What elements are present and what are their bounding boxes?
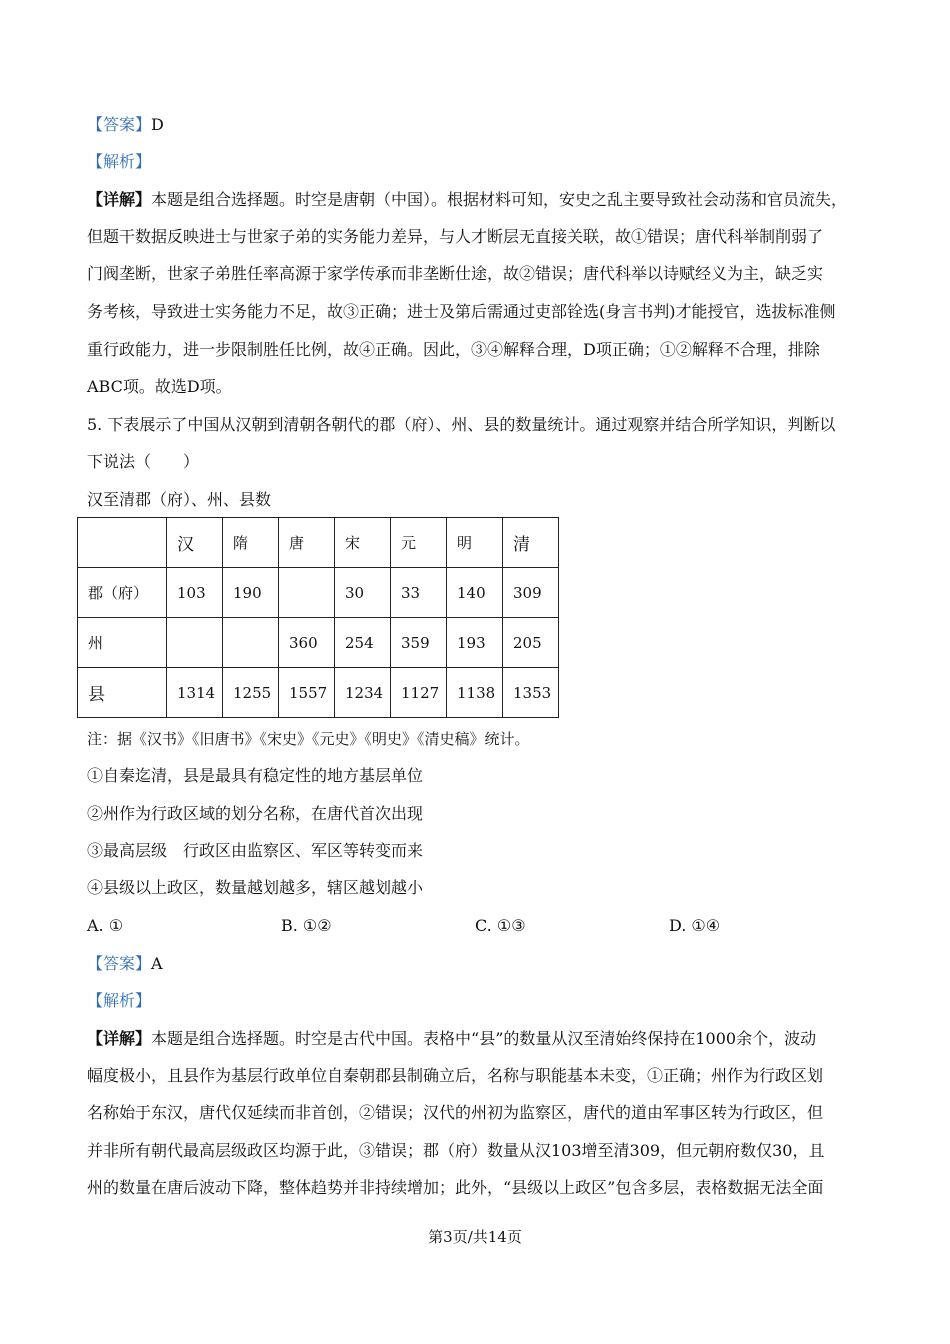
q5-detail-line-5: 州的数量在唐后波动下降，整体趋势并非持续增加；此外，“县级以上政区”包含多层，表格数据无法全面 xyxy=(87,1178,824,1197)
table-cell: 1557 xyxy=(279,668,335,718)
table-cell: 1314 xyxy=(167,668,223,718)
q5-answer xyxy=(87,954,163,974)
q4-detail-line-5: 重行政能力，进一步限制胜任比例，故④正确。因此，③④解释合理，D项正确；①②解释不合理，排除 xyxy=(87,340,820,359)
table-note: 注：据《汉书》《旧唐书》《宋史》《元史》《明史》《清史稿》统计。 xyxy=(87,730,530,748)
table-cell: 359 xyxy=(391,618,447,668)
q5-stem-line-1: 5. 下表展示了中国从汉朝到清朝各朝代的郡（府）、州、县的数量统计。通过观察并结合所学知识，判断以 xyxy=(87,415,836,434)
table-cell xyxy=(279,568,335,618)
q4-answer xyxy=(87,115,164,135)
table-cell: 140 xyxy=(447,568,503,618)
table-header-cell: 宋 xyxy=(335,518,391,568)
table-row xyxy=(78,568,559,618)
table-cell: 1234 xyxy=(335,668,391,718)
q4-detail-line-2: 但题干数据反映进士与世家子弟的实务能力差异，与人才断层无直接关联，故①错误；唐代科举制削弱了 xyxy=(87,227,824,246)
statement-1: ①自秦迄清，县是最具有稳定性的地方基层单位 xyxy=(87,766,424,785)
table-row xyxy=(78,618,559,668)
q4-detail-line-4: 务考核，导致进士实务能力不足，故③正确；进士及第后需通过吏部铨选(身言书判)才能授官，选拔标准侧 xyxy=(87,302,836,321)
table-cell: 309 xyxy=(503,568,559,618)
table-header-row xyxy=(78,518,559,568)
table-header-cell: 明 xyxy=(447,518,503,568)
answer-label: 【答案】 xyxy=(87,954,152,973)
table-cell: 郡（府） xyxy=(78,568,167,618)
table-cell: 193 xyxy=(447,618,503,668)
option-b[interactable]: B. ①② xyxy=(281,916,332,935)
statement-2: ②州作为行政区域的划分名称，在唐代首次出现 xyxy=(87,804,424,823)
q5-detail-line-3: 名称始于东汉，唐代仅延续而非首创，②错误；汉代的州初为监察区，唐代的道由军事区转为行政区，但 xyxy=(87,1103,824,1122)
answer-label: 【答案】 xyxy=(87,115,152,134)
table-cell: 190 xyxy=(223,568,279,618)
table-cell: 1255 xyxy=(223,668,279,718)
table-title: 汉至清郡（府）、州、县数 xyxy=(87,490,272,509)
detail-label: 【详解】 xyxy=(87,190,152,209)
table-cell: 254 xyxy=(335,618,391,668)
table-cell: 30 xyxy=(335,568,391,618)
table-cell: 县 xyxy=(78,668,167,718)
table-cell: 1138 xyxy=(447,668,503,718)
q4-detail-line-1 xyxy=(87,190,847,210)
table-row xyxy=(78,668,559,718)
q5-stem-line-2: 下说法（ ） xyxy=(87,452,200,471)
stats-table xyxy=(77,517,559,718)
q5-detail-line-2: 幅度极小，且县作为基层行政单位自秦朝郡县制确立后，名称与职能基本未变，①正确；州作为行政区划 xyxy=(87,1066,824,1085)
q5-detail-line-4: 并非所有朝代最高层级政区均源于此，③错误；郡（府）数量从汉103增至清309，但元朝府数仅30，且 xyxy=(87,1141,825,1160)
analysis-label: 【解析】 xyxy=(87,991,152,1010)
q4-detail-line-6: ABC项。故选D项。 xyxy=(87,377,232,396)
table-cell: 205 xyxy=(503,618,559,668)
answer-value: D xyxy=(151,115,164,134)
detail-text: 本题是组合选择题。时空是唐朝（中国）。根据材料可知，安史之乱主要导致社会动荡和官员流失， xyxy=(151,190,848,209)
table-cell: 33 xyxy=(391,568,447,618)
option-c[interactable]: C. ①③ xyxy=(475,916,526,935)
table-header-cell: 唐 xyxy=(279,518,335,568)
q4-analysis xyxy=(87,152,151,172)
detail-label: 【详解】 xyxy=(87,1029,152,1048)
table-header-cell xyxy=(78,518,167,568)
statement-3: ③最高层级 行政区由监察区、军区等转变而来 xyxy=(87,841,424,860)
answer-value: A xyxy=(151,954,163,973)
table-header-cell: 隋 xyxy=(223,518,279,568)
table-cell: 360 xyxy=(279,618,335,668)
table-cell: 1127 xyxy=(391,668,447,718)
table-cell: 103 xyxy=(167,568,223,618)
table-header-cell: 元 xyxy=(391,518,447,568)
q5-analysis xyxy=(87,991,151,1011)
table-cell: 1353 xyxy=(503,668,559,718)
table-cell: 州 xyxy=(78,618,167,668)
detail-text: 本题是组合选择题。时空是古代中国。表格中“县”的数量从汉至清始终保持在1000余个，波动 xyxy=(151,1029,817,1048)
analysis-label: 【解析】 xyxy=(87,152,152,171)
option-a[interactable]: A. ① xyxy=(87,916,124,935)
table-header-cell: 汉 xyxy=(167,518,223,568)
q5-detail-line-1 xyxy=(87,1029,816,1049)
statement-4: ④县级以上政区，数量越划越多，辖区越划越小 xyxy=(87,878,424,897)
q4-detail-line-3: 门阀垄断，世家子弟胜任率高源于家学传承而非垄断仕途，故②错误；唐代科举以诗赋经义为主，缺乏实 xyxy=(87,264,824,283)
table-header-cell: 清 xyxy=(503,518,559,568)
option-d[interactable]: D. ①④ xyxy=(669,916,721,935)
table-cell xyxy=(223,618,279,668)
page-footer: 第3页/共14页 xyxy=(428,1228,522,1246)
table-cell xyxy=(167,618,223,668)
